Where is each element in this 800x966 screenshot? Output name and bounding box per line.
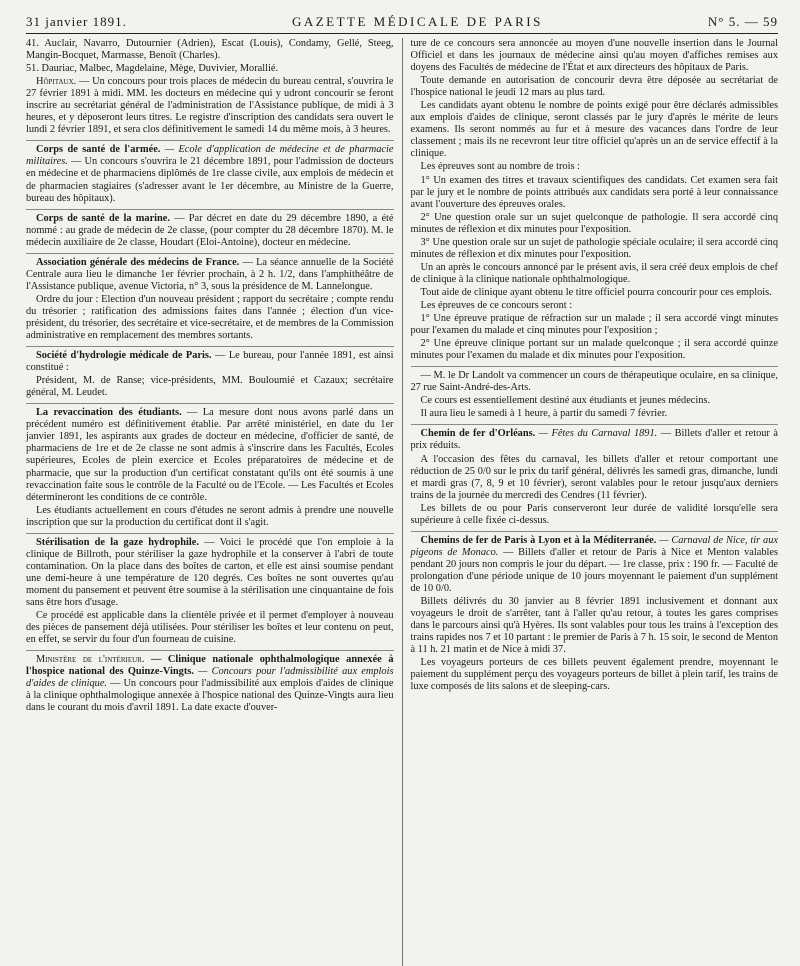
list-item: 41. Auclair, Navarro, Dutournier (Adrien), Escat (Louis), Condamy, Gellé, Steeg, Mangin-Bocquet, Marmasse, Benoît (Charles). xyxy=(26,38,394,62)
page-header xyxy=(26,14,778,34)
paragraph: 3° Une question orale sur un sujet de pathologie spéciale oculaire; il sera accordé cinq minutes de réflexion et dix minutes pour l'exposition. xyxy=(410,236,778,260)
paragraph: ture de ce concours sera annoncée au moyen d'une nouvelle insertion dans le Journal Officiel et dans les journaux de médecine ainsi qu'au moyen d'affiches remises aux doyens des Facultés de médecine de l'État et aux directeurs des hôpitaux de Paris. xyxy=(410,38,778,74)
paragraph: 1° Un examen des titres et travaux scientifiques des candidats. Cet examen sera fait par le jury et le nombre de points attribués aux candidats sera porté à leur connaissance avant l'ouverture des épreuves orales. xyxy=(410,174,778,210)
page-number: N° 5. — 59 xyxy=(707,14,778,29)
article-title: La revaccination des étudiants. xyxy=(36,407,182,419)
article-title: Corps de santé de l'armée. xyxy=(36,144,161,156)
article-landolt: — M. le Dr Landolt va commencer un cours de thérapeutique oculaire, en sa clinique, 27 rue Saint-André-des-Arts. Ce cours est essentiellement destiné aux étudiants et jeunes médecins. Il aura lieu le samedi à 1 heure, à partir du samedi 7 février. xyxy=(411,366,779,420)
article-association: Association générale des médecins de France. — La séance annuelle de la Société Centrale aura lieu le dimanche 1er février prochain, à 2 h. 1/2, dans l'amphithéâtre de l'Assistance publique, avenue Victoria, n° 3, sous la présidence de M. Lannelongue. Ordre du jour : Election d'un nouveau président ; rapport du secrétaire ; compte rendu du trésorier ; ratification des admissions faites dans l'année ; élection d'un vice-président, du trésorier, des secrétaire et vice-secrétaire, et de membres de la Commission administrative en remplacement des membres sortants. xyxy=(26,253,394,342)
article-corps-marine: Corps de santé de la marine. — Par décret en date du 29 décembre 1890, a été nommé : au grade de médecin de 2e classe, (pour compter du 28 décembre 1870). M. le médecin auxiliaire de 2e classe, Houdart (Eloi-Antoine), docteur en médecine. xyxy=(26,209,394,249)
article-title: Stérilisation de la gaze hydrophile. xyxy=(36,536,199,548)
paragraph: Les candidats ayant obtenu le nombre de points exigé pour être déclarés admissibles aux emplois d'aides de clinique, seront classés par le jury d'après le mérite de leurs examens. Ils seront nommés au fur et à mesure des vacances dans l'ordre de leur classement ; mais ils ne recevront leur titre officiel qu'après un an de service effectif à la clinique. xyxy=(410,100,778,160)
article-ministere: Ministère de l'intérieur. — Clinique nationale ophthalmologique annexée à l'hospice national des Quinze-Vingts. — Concours pour l'admissibilité aux emplois d'aides de clinique. — Un concours pour l'admissibilité aux emplois d'aides de clinique à la clinique ophthalmologique annexée à l'hospice national des Quinze-Vingts aura lieu dans le courant du mois d'avril 1891. La date exacte d'ouver- xyxy=(26,650,394,714)
list-item: 51. Dauriac, Malbec, Magdelaine, Mège, Duvivier, Morallié. xyxy=(26,63,279,75)
article-title: Société d'hydrologie médicale de Paris. xyxy=(36,350,212,362)
article-title: — Clinique nationale ophthalmologique annexée à l'hospice national des Quinze-Vingts. xyxy=(26,654,394,678)
article-hydrologie: Société d'hydrologie médicale de Paris. — Le bureau, pour l'année 1891, est ainsi constitué : Président, M. de Ranse; vice-présidents, MM. Bouloumié et Cazaux; secrétaire général, M. Leudet. xyxy=(26,346,394,399)
paragraph: Tout aide de clinique ayant obtenu le titre officiel pourra concourir pour ces emplois. xyxy=(420,286,772,298)
article-label: Ministère de l'intérieur. xyxy=(36,654,145,666)
article-plm: Chemins de fer de Paris à Lyon et à la Méditerranée. — Carnaval de Nice, tir aux pigeons de Monaco. — Billets d'aller et retour de Paris à Nice et Menton valables pendant 20 jours non compris le jour du départ. — 1re classe, prix : 190 fr. — Faculté de prolongation d'une période unique de 10 jours moyennant le paiement d'un supplément de 10 0/0. Billets délivrés du 30 janvier au 8 février 1891 inclusivement et donnant aux voyageurs le droit de s'arrêter, tant à l'aller qu'au retour, à toutes les gares comprises dans le parcours ainsi qu'à Hyères. Ils sont valables pour tous les trains à l'exception des trains rapides nos 7 et 10 partant : le premier de Paris à 7 h. 15 soir, le second de Menton à 11 h. 21 matin et de Nice à midi 37. Les voyageurs porteurs de ces billets peuvent également prendre, moyennant le paiement du supplément perçu des voyageurs porteurs de billet à plein tarif, les trains de luxe composés de lits salons et de sleeping-cars. xyxy=(411,531,779,694)
paragraph: Les épreuves de ce concours seront : xyxy=(420,299,573,311)
paragraph: 1° Une épreuve pratique de réfraction sur un malade ; il sera accordé vingt minutes pour l'examen du malade et cinq minutes pour l'exposition ; xyxy=(410,313,778,337)
paragraph: Un an après le concours annoncé par le présent avis, il sera créé deux emplois de chef de clinique à la clinique nationale ophthalmologique. xyxy=(410,261,778,285)
journal-title: GAZETTE MÉDICALE DE PARIS xyxy=(291,14,543,29)
paragraph: Les épreuves sont au nombre de trois : xyxy=(420,161,580,173)
article-title: Corps de santé de la marine. xyxy=(36,212,170,224)
paragraph: 2° Une épreuve clinique portant sur un malade quelconque ; il sera accordé quinze minutes pour l'examen du malade et dix minutes pour l'exposition. xyxy=(410,338,778,362)
paragraph: 2° Une question orale sur un sujet quelconque de pathologie. Il sera accordé cinq minutes de réflexion et dix minutes pour l'exposition. xyxy=(410,211,778,235)
article-title: Chemin de fer d'Orléans. xyxy=(420,428,536,440)
article-hopitaux: Hôpitaux. — Un concours pour trois places de médecin du bureau central, s'ouvrira le 27 février 1891 à midi. MM. les docteurs en médecine qui y udront concourir se feront inscrire au secrétariat général de l'administration de l'Assistance publique, de midi à 3 heures, et y déposeront leurs titres. Le registre d'inscription des candidats sera ouvert le lundi 2 février 1891, et sera clos définitivement le samedi 14 du même mois, à 3 heures. xyxy=(26,76,394,136)
left-column xyxy=(26,38,394,966)
header-date: 31 janvier 1891. xyxy=(26,14,127,29)
article-title: Chemins de fer de Paris à Lyon et à la Méditerranée. xyxy=(420,534,657,546)
article-sterilisation: Stérilisation de la gaze hydrophile. — Voici le procédé que l'on emploie à la clinique de Billroth, pour stériliser la gaze hydrophile et la conserver à l'abri de toute contamination. On la place dans des boîtes de carton, et elle est ainsi soumise pendant une demi-heure à une température de 120 degrés. Ces boîtes ne sont ouvertes qu'au moment du pansement et peuvent être soumise à la stérilisation une cinquantaine de fois sans être hors d'usage. Ce procédé est applicable dans la clientèle privée et il permet d'employer à nouveau des pièces de pansement déjà utilisées. Pour stériliser les boîtes et leur contenu on peut, en effet, se servir du four d'un fourneau de cuisine. xyxy=(26,533,394,646)
article-title: Association générale des médecins de France. xyxy=(36,256,240,268)
article-revaccination: La revaccination des étudiants. — La mesure dont nous avons parlé dans un précédent numéro est définitivement établie. Par arrêté ministériel, en date du 1er janvier 1891, les aspirants aux grades de docteur en médecine, d'officier de santé, de pharmaciens de 1re et de 2e classe ne sont admis à s'inscrire dans les Facultés, Ecoles supérieures, Ecoles de plein exercice et Ecoles préparatoires de médecine et de pharmacie, que sur la production d'un certificat constatant qu'ils ont été soumis à une revaccination faite sous le contrôle de la Faculté ou de l'Ecole. — Les Facultés et Ecoles détermineront les conditions de ce contrôle. Les étudiants actuellement en cours d'études ne seront admis à prendre une nouvelle inscription que sur la production du certificat dont il s'agit. xyxy=(26,403,394,528)
article-title: Hôpitaux. xyxy=(36,76,77,88)
right-column xyxy=(402,38,779,966)
article-corps-armee: Corps de santé de l'armée. — Ecole d'application de médecine et de pharmacie militaires. — Un concours s'ouvrira le 21 décembre 1891, pour l'admission de docteurs en médecine et de pharmaciens diplômés de 1re classe civile, aux emplois de médecin et de pharmacien stagiaires (s'adresser avant le 1er décembre, au Ministre de la Guerre, bureau des hôpitaux). xyxy=(26,140,394,204)
paragraph: Toute demande en autorisation de concourir devra être déposée au secrétariat de l'hospice national le jeudi 12 mars au plus tard. xyxy=(410,75,778,99)
article-orleans: Chemin de fer d'Orléans. — Fêtes du Carnaval 1891. — Billets d'aller et retour à prix réduits. A l'occasion des fêtes du carnaval, les billets d'aller et retour comportant une réduction de 25 0/0 sur le prix du tarif général, délivrés les samedi gras, dimanche, lundi et mardi gras (7, 8, 9 et 10 février), seront valables pour le retour jusqu'aux derniers trains de la journée du mercredi des Cendres (11 février). Les billets de ou pour Paris conserveront leur durée de validité lorsqu'elle sera supérieure à celle fixée ci-dessus. xyxy=(411,424,779,526)
